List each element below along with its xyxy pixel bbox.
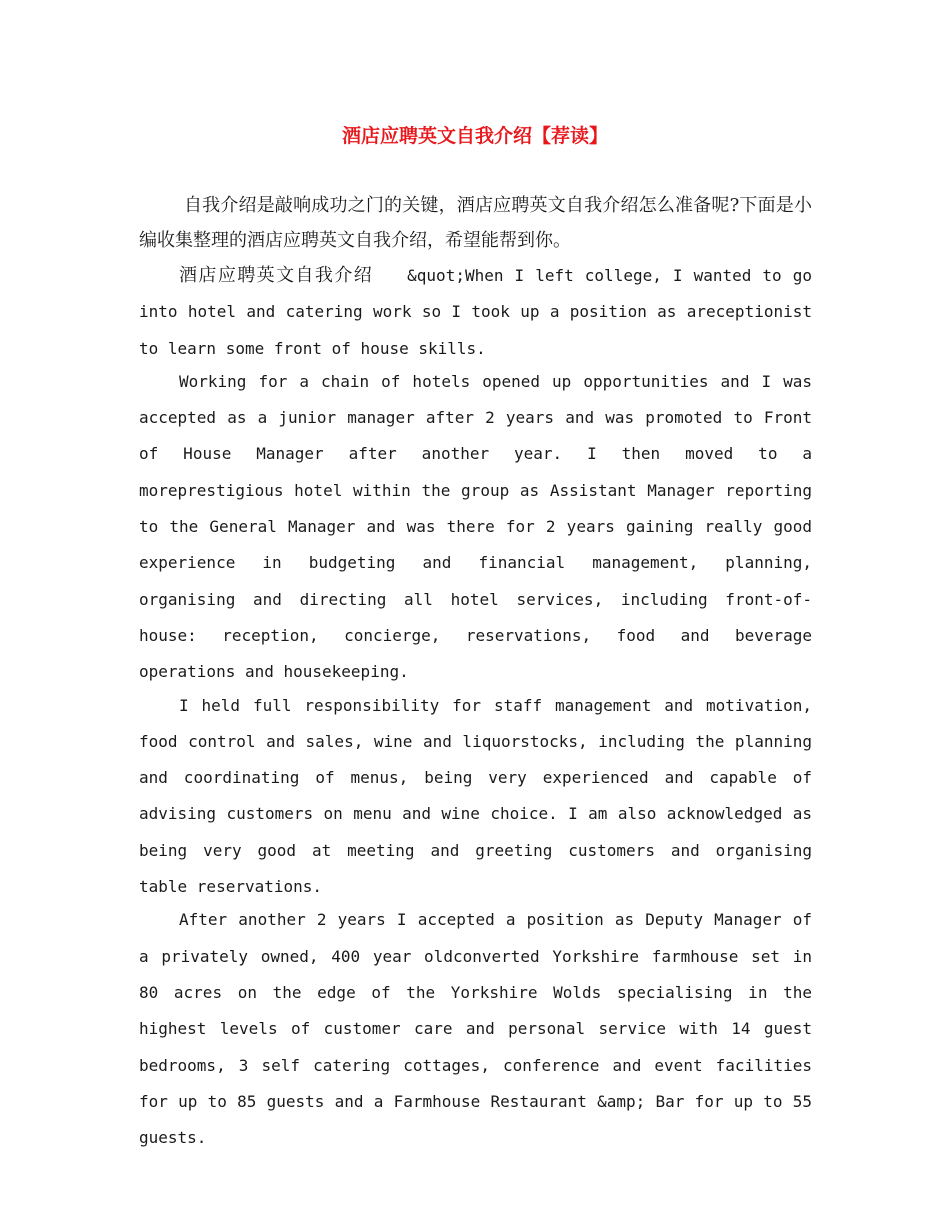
paragraph-4: After another 2 years I accepted a position as Deputy Manager of a privately owned, 400 year oldconverted Yorkshire farmhouse set in 80 acres on the edge of the Yorkshire Wolds specialising in the highest levels of customer care and personal service with 14 guest bedrooms, 3 self catering cottages, conference and event facilities for up to 85 guests and a Farmhouse Restaurant &amp; Bar for up to 55 guests. bbox=[139, 910, 812, 1148]
intro-paragraph: 自我介绍是敲响成功之门的关键，酒店应聘英文自我介绍怎么准备呢?下面是小编收集整理的酒店应聘英文自我介绍，希望能帮到你。 bbox=[139, 195, 812, 251]
section-heading: 酒店应聘英文自我介绍 bbox=[179, 265, 374, 286]
paragraph-1 bbox=[139, 258, 812, 367]
document-body bbox=[139, 188, 812, 1156]
paragraph-2: Working for a chain of hotels opened up opportunities and I was accepted as a junior manager after 2 years and was promoted to Front of House Manager after another year. I then moved to a moreprestigious hotel within the group as Assistant Manager reporting to the General Manager and was there for 2 years gaining really good experience in budgeting and financial management, planning, organising and directing all hotel services, including front-of-house: reception, concierge, reservations, food and beverage operations and housekeeping. bbox=[139, 371, 812, 682]
paragraph-3: I held full responsibility for staff management and motivation, food control and sales, wine and liquorstocks, including the planning and coordinating of menus, being very experienced and capable of advising customers on menu and wine choice. I am also acknowledged as being very good at meeting and greeting customers and organising table reservations. bbox=[139, 695, 812, 897]
document-title: 酒店应聘英文自我介绍【荐读】 bbox=[341, 125, 608, 147]
paragraph-1-text: &quot;When I left college, I wanted to go into hotel and catering work so I took up a position as areceptionist to learn some front of house skills. bbox=[139, 266, 813, 358]
